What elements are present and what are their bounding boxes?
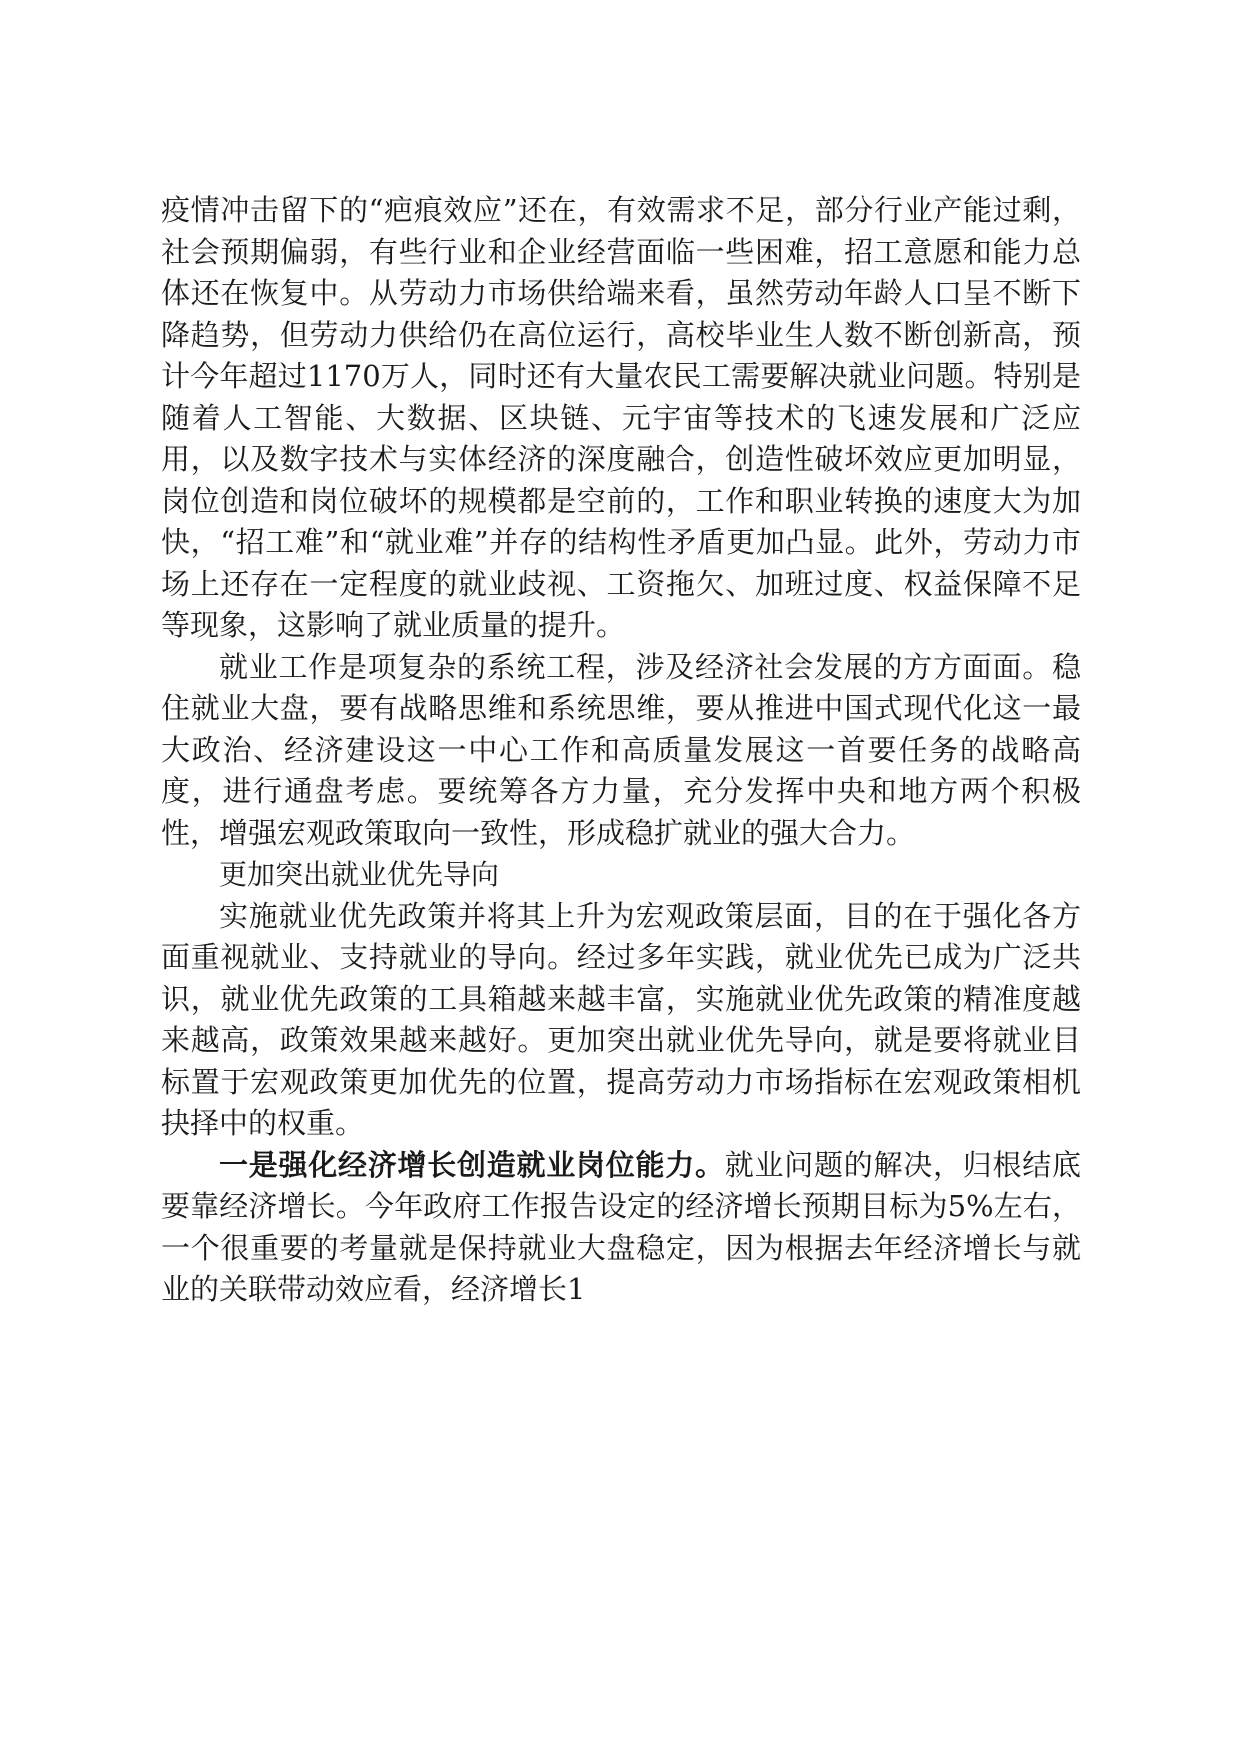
paragraph-system-engineering: 就业工作是项复杂的系统工程，涉及经济社会发展的方方面面。稳住就业大盘，要有战略思维和系统思维，要从推进中国式现代化这一最大政治、经济建设这一中心工作和高质量发展这一首要任务的战略高度，进行通盘考虑。要统筹各方力量，充分发挥中央和地方两个积极性，增强宏观政策取向一致性，形成稳扩就业的强大合力。 [161,649,1081,850]
paragraph-continued: 疫情冲击留下的“疤痕效应”还在，有效需求不足，部分行业产能过剩，社会预期偏弱，有些行业和企业经营面临一些困难，招工意愿和能力总体还在恢复中。从劳动力市场供给端来看，虽然劳动年龄人口呈不断下降趋势，但劳动力供给仍在高位运行，高校毕业生人数不断创新高，预计今年超过1170万人，同时还有大量农民工需要解决就业问题。特别是随着人工智能、大数据、区块链、元宇宙等技术的飞速发展和广泛应用，以及数字技术与实体经济的深度融合，创造性破坏效应更加明显，岗位创造和岗位破坏的规模都是空前的，工作和职业转换的速度大为加快，“招工难”和“就业难”并存的结构性矛盾更加凸显。此外，劳动力市场上还存在一定程度的就业歧视、工资拖欠、加班过度、权益保障不足等现象，这影响了就业质量的提升。 [161,193,1081,642]
paragraph-employment-priority: 实施就业优先政策并将其上升为宏观政策层面，目的在于强化各方面重视就业、支持就业的导向。经过多年实践，就业优先已成为广泛共识，就业优先政策的工具箱越来越丰富，实施就业优先政策的精准度越来越高，政策效果越来越好。更加突出就业优先导向，就是要将就业目标置于宏观政策更加优先的位置，提高劳动力市场指标在宏观政策相机抉择中的权重。 [161,898,1081,1140]
document-body [161,190,1081,1311]
paragraph-point-one [161,1145,1081,1311]
point-one-lead: 一是强化经济增长创造就业岗位能力。 [219,1147,725,1182]
point-one-text: 就业问题的解决，归根结底要靠经济增长。今年政府工作报告设定的经济增长预期目标为5%左右，一个很重要的考量就是保持就业大盘稳定，因为根据去年经济增长与就业的关联带动效应看，经济增长1 [161,1147,1081,1306]
section-heading: 更加突出就业优先导向 [219,858,500,891]
